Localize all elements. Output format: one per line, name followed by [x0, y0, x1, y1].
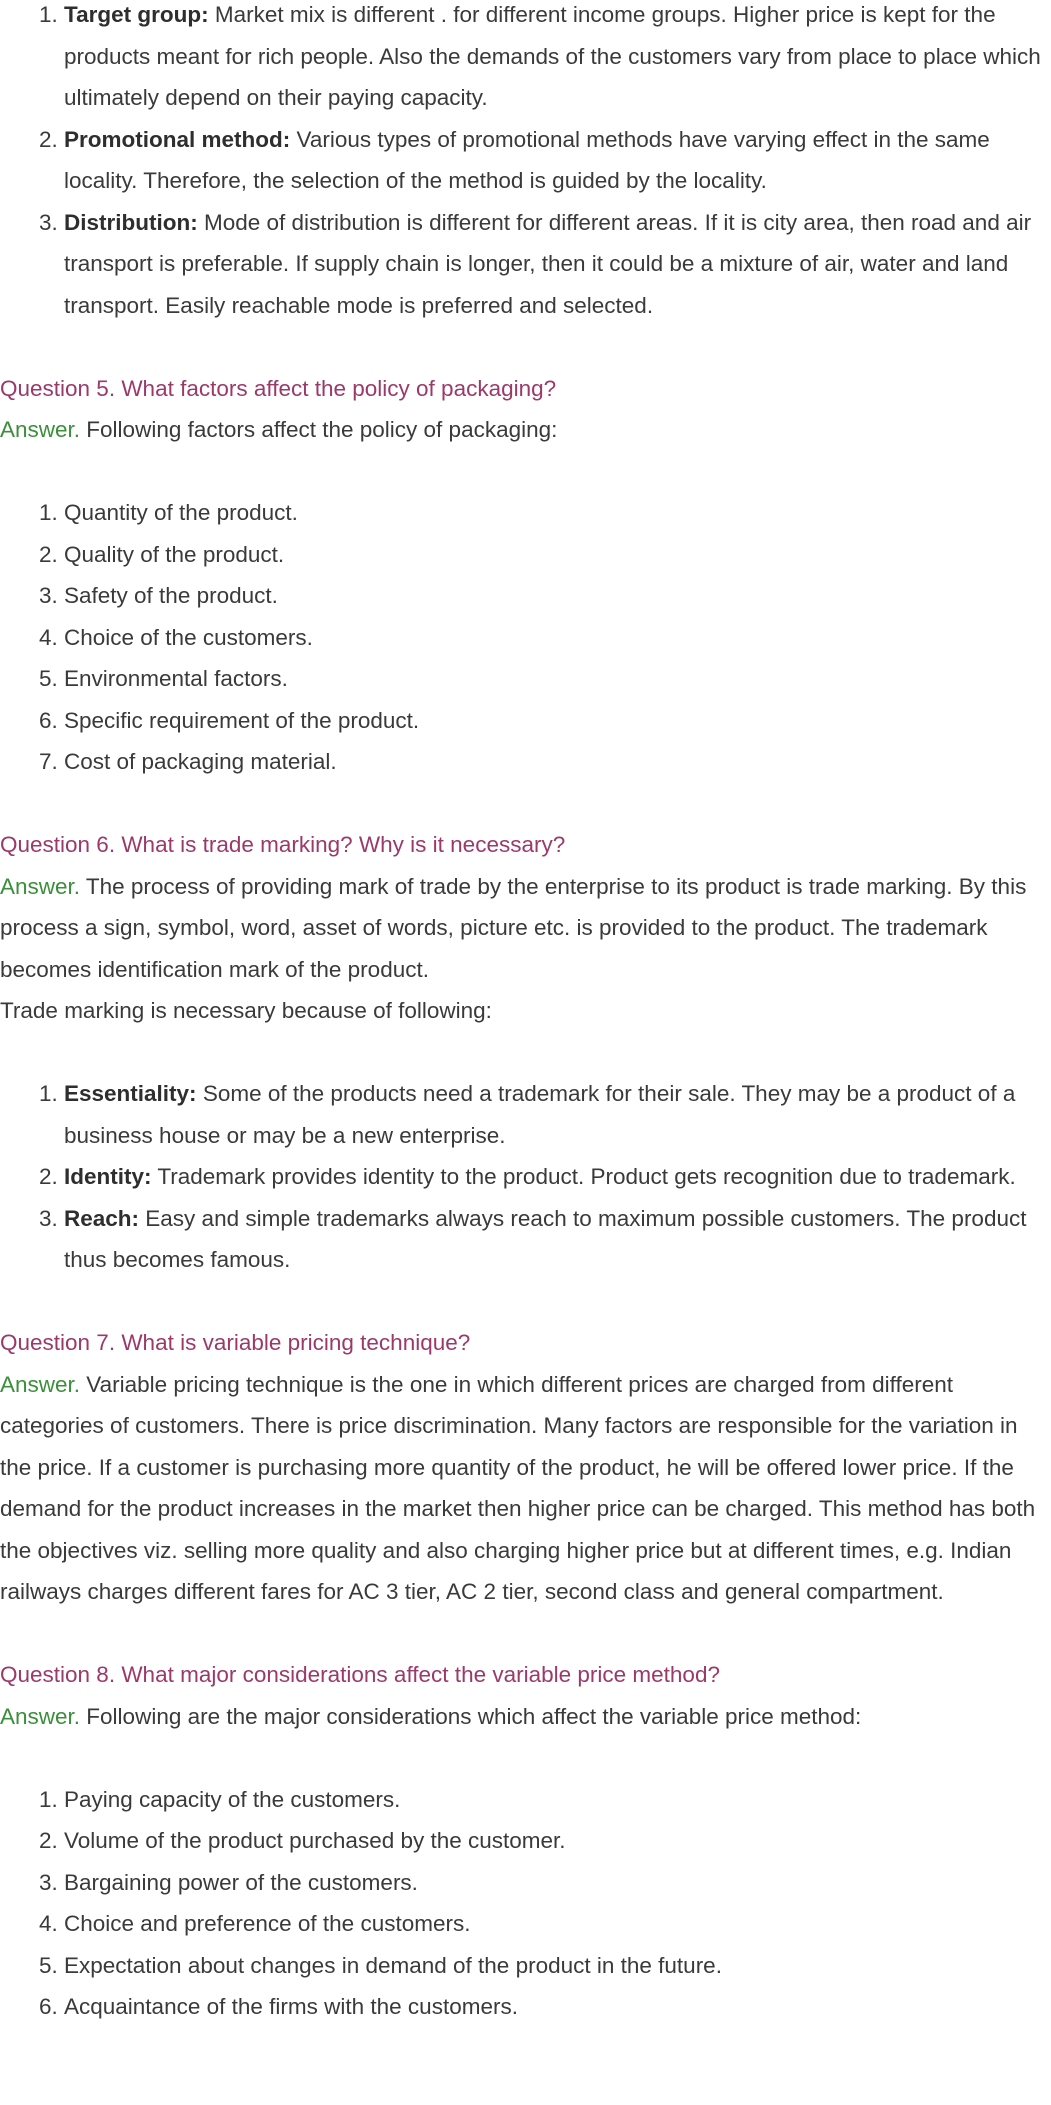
question-6-answer-continued: Trade marking is necessary because of following: — [0, 998, 492, 1023]
spacer — [0, 451, 1051, 493]
spacer — [0, 1032, 1051, 1074]
list-item: 4. Choice of the customers. — [64, 617, 1051, 659]
list-item — [64, 0, 1051, 119]
item-text: Some of the products need a trademark for their sale. They may be a product of a business house or may be a new enterprise. — [64, 1081, 1016, 1148]
list-item: 1. Quantity of the product. — [64, 492, 1051, 534]
term-label: Distribution: — [64, 209, 198, 235]
list-item: 6. Acquaintance of the firms with the customers. — [64, 1986, 1051, 2028]
variable-price-consideration-list — [0, 1779, 1051, 2028]
list-item: 3. Safety of the product. — [64, 575, 1051, 617]
answer-text: Following factors affect the policy of packaging: — [80, 417, 558, 442]
answer-label: Answer. — [0, 873, 81, 899]
intro-factor-list — [0, 0, 1051, 326]
item-text: Various types of promotional methods have varying effect in the same locality. Therefore, the selection of the method is guided by the locality. — [64, 126, 990, 193]
answer-text: Variable pricing technique is the one in which different prices are charged from different categories of customers. There is price discrimination. Many factors are responsible for the variation in the price. If a customer is purchasing more quantity of the product, he will be offered lower price. If the demand for the product increases in the market then higher price can be charged. This method has both the objectives viz. selling more quality and also charging higher price but at different times, e.g. Indian railways charges different fares for AC 3 tier, AC 2 tier, second class and general compartment. — [0, 1371, 1036, 1604]
item-text: Mode of distribution is different for different areas. If it is city area, then road and air transport is preferable. If supply chain is longer, then it could be a mixture of air, water and land transport. Easily reachable mode is preferred and selected. — [64, 209, 1032, 318]
question-8-answer — [0, 1696, 1051, 1738]
spacer — [0, 326, 1051, 368]
item-text: Trademark provides identity to the product. Product gets recognition due to trademark. — [151, 1164, 1016, 1189]
answer-text: The process of providing mark of trade by the enterprise to its product is trade marking. By this process a sign, symbol, word, asset of words, picture etc. is provided to the product. The trademark becomes identification mark of the product. — [0, 873, 1027, 982]
question-7-answer — [0, 1364, 1051, 1613]
term-label: Target group: — [64, 2, 209, 27]
list-item: 5. Environmental factors. — [64, 658, 1051, 700]
question-6-answer — [0, 866, 1051, 991]
question-7-heading: Question 7. What is variable pricing technique? — [0, 1330, 471, 1355]
list-item: 7. Cost of packaging material. — [64, 741, 1051, 783]
answer-label: Answer. — [0, 417, 81, 442]
answer-text: Following are the major considerations which affect the variable price method: — [80, 1703, 862, 1729]
list-item: 1. Paying capacity of the customers. — [64, 1779, 1051, 1821]
list-item: 2. Volume of the product purchased by the customer. — [64, 1820, 1051, 1862]
trademark-reason-list — [0, 1073, 1051, 1281]
term-label: Essentiality: — [64, 1081, 197, 1106]
list-item — [64, 119, 1051, 202]
term-label: Reach: — [64, 1205, 140, 1231]
list-item: 6. Specific requirement of the product. — [64, 700, 1051, 742]
question-5-heading: Question 5. What factors affect the policy of packaging? — [0, 375, 557, 401]
question-5-answer — [0, 409, 1051, 451]
list-item: 3. Bargaining power of the customers. — [64, 1862, 1051, 1904]
item-text: Easy and simple trademarks always reach to maximum possible customers. The product thus becomes famous. — [64, 1205, 1027, 1272]
list-item: 5. Expectation about changes in demand of the product in the future. — [64, 1945, 1051, 1987]
question-8-heading: Question 8. What major considerations affect the variable price method? — [0, 1662, 720, 1687]
term-label: Identity: — [64, 1164, 152, 1189]
spacer — [0, 1281, 1051, 1323]
list-item: 2. Quality of the product. — [64, 534, 1051, 576]
question-6-heading: Question 6. What is trade marking? Why is it necessary? — [0, 832, 566, 857]
list-item: 4. Choice and preference of the customers. — [64, 1903, 1051, 1945]
spacer — [0, 1613, 1051, 1655]
item-text: Market mix is different . for different income groups. Higher price is kept for the products meant for rich people. Also the demands of the customers vary from place to place which ultimately depend on their paying capacity. — [64, 2, 1041, 110]
answer-label: Answer. — [0, 1703, 81, 1729]
answer-label: Answer. — [0, 1371, 81, 1397]
list-item — [64, 1156, 1051, 1198]
list-item — [64, 202, 1051, 327]
packaging-factor-list — [0, 492, 1051, 783]
list-item — [64, 1073, 1051, 1156]
spacer — [0, 1737, 1051, 1779]
spacer — [0, 783, 1051, 825]
term-label: Promotional method: — [64, 126, 291, 152]
list-item — [64, 1198, 1051, 1281]
